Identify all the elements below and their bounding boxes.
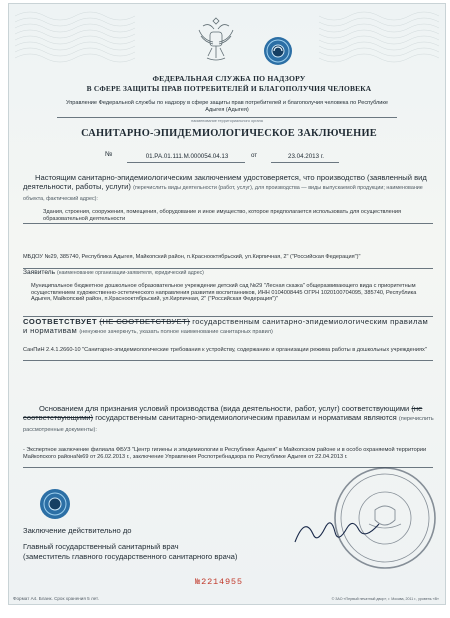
signature-icon <box>291 512 383 554</box>
guilloche-pattern-left-icon <box>15 8 135 70</box>
date-rule <box>271 162 339 163</box>
date-label: от <box>251 152 258 159</box>
basis-hint: (перечислить рассмотренные документы): <box>23 416 434 434</box>
basis-paragraph <box>23 404 435 436</box>
number-label: № <box>105 151 113 158</box>
conformity-no-struck: (НЕ СООТВЕТСТВУЕТ) <box>99 317 191 326</box>
guilloche-pattern-right-icon <box>319 8 439 70</box>
signatory-subtitle: (заместитель главного государственного санитарного врача) <box>23 552 238 561</box>
intro-hint: (перечислить виды деятельности (работ, услуг), для производства — виды выпускаемой продукции; наименование объекта, фактический адрес): <box>23 185 423 203</box>
document-title: САНИТАРНО-ЭПИДЕМИОЛОГИЧЕСКОЕ ЗАКЛЮЧЕНИЕ <box>81 128 377 139</box>
hologram-seal-icon <box>263 36 293 66</box>
applicant-label-row <box>23 269 433 276</box>
agency-line-2: В СФЕРЕ ЗАЩИТЫ ПРАВ ПОТРЕБИТЕЛЕЙ И БЛАГОПОЛУЧИЯ ЧЕЛОВЕКА <box>86 84 372 93</box>
intro-value: Здания, строения, сооружения, помещения, оборудование и иное имущество, которое предполагается использовать для осуществления образовательной деятельности <box>43 209 401 222</box>
footer-printer: © ЗАО «Первый печатный двор», г. Москва, 2011 г., уровень «В» <box>331 597 439 601</box>
department-caption: наименование территориального органа <box>191 119 263 123</box>
basis-text-b: государственным санитарно-эпидемиологическим правилам и нормативам являются <box>95 413 397 423</box>
object-address: МБДОУ №29, 385740, Республика Адыгея, Майкопский район, п.Краснооктябрьский, ул.Кирпичная, 2" ("Российская Федерация")" <box>23 254 361 260</box>
conformity-hint: (ненужное зачеркнуть, указать полное наименование санитарных правил) <box>79 329 273 336</box>
intro-rule <box>23 223 433 224</box>
department-rule <box>57 117 397 118</box>
hologram-sticker-icon <box>39 488 71 520</box>
intro-paragraph <box>23 173 433 205</box>
basis-documents: - Экспертное заключение филиала ФБУЗ "Центр гигиены и эпидемиологии в Республике Адыгея" в Майкопском районе и в особо охраняемой территории Майкопского района№69 от 26.02.2013 г., заключение Управления Роспотребнадзора по Республике Адыгея от 22.04.2013 г. <box>23 447 427 460</box>
blank-serial-number: №2214955 <box>195 577 243 587</box>
number-rule <box>127 162 245 163</box>
conformity-paragraph <box>23 317 435 337</box>
basis-text-a: Основанием для признания условий производства (вида деятельности, работ, услуг) соответствующими <box>39 404 410 413</box>
conformity-rules: государственным санитарно-эпидемиологическим правилам и нормативам <box>23 317 429 336</box>
coat-of-arms-emblem-icon <box>195 14 237 64</box>
department-name: Управление Федеральной службы по надзору в сфере защиты прав потребителей и благополучия человека по Республике Адыгея (Адыгея) <box>65 100 389 113</box>
footer-format: Формат А4. Бланк. Срок хранения 5 лет. <box>13 596 99 601</box>
certificate-sheet <box>8 3 446 605</box>
signatory-block <box>23 542 237 562</box>
intro-text: Настоящим санитарно-эпидемиологическим заключением удостоверяется, что производство (заявленный вид деятельности, работы, услуги) <box>23 173 427 192</box>
validity-label: Заключение действительно до <box>23 526 132 535</box>
certificate-date: 23.04.2013 г. <box>288 153 324 160</box>
applicant-details: Муниципальное бюджетное дошкольное образовательное учреждение детский сад №29 "Лесная сказка" общеразвивающего вида с приоритетным осуществлением художественно-эстетического направления развития воспитанников, ИНН 0104008445 ОГРН 1020100704095, 385740, Республика Адыгея, Майкопский район, п.Краснооктябрьский, ул.Кирпичная, 2" ("Российская Федерация")" <box>31 283 417 303</box>
applicant-label-prefix: Заявитель <box>23 269 56 276</box>
applicant-label: (наименование организации-заявителя, юридический адрес) <box>56 270 204 276</box>
conformity-yes: СООТВЕТСТВУЕТ <box>23 317 98 326</box>
rules-rule <box>23 360 433 361</box>
certificate-number: 01.РА.01.111.М.000054.04.13 <box>145 153 229 160</box>
sanitary-rules-value: СанПиН 2.4.1.2660-10 "Санитарно-эпидемиологические требования к устройству, содержанию и организации режима работы в дошкольных учреждениях" <box>23 347 427 353</box>
signatory-title: Главный государственный санитарный врач <box>23 542 179 551</box>
basis-struck: (не соответствующими) <box>23 404 423 423</box>
agency-line-1: ФЕДЕРАЛЬНАЯ СЛУЖБА ПО НАДЗОРУ <box>152 74 306 83</box>
